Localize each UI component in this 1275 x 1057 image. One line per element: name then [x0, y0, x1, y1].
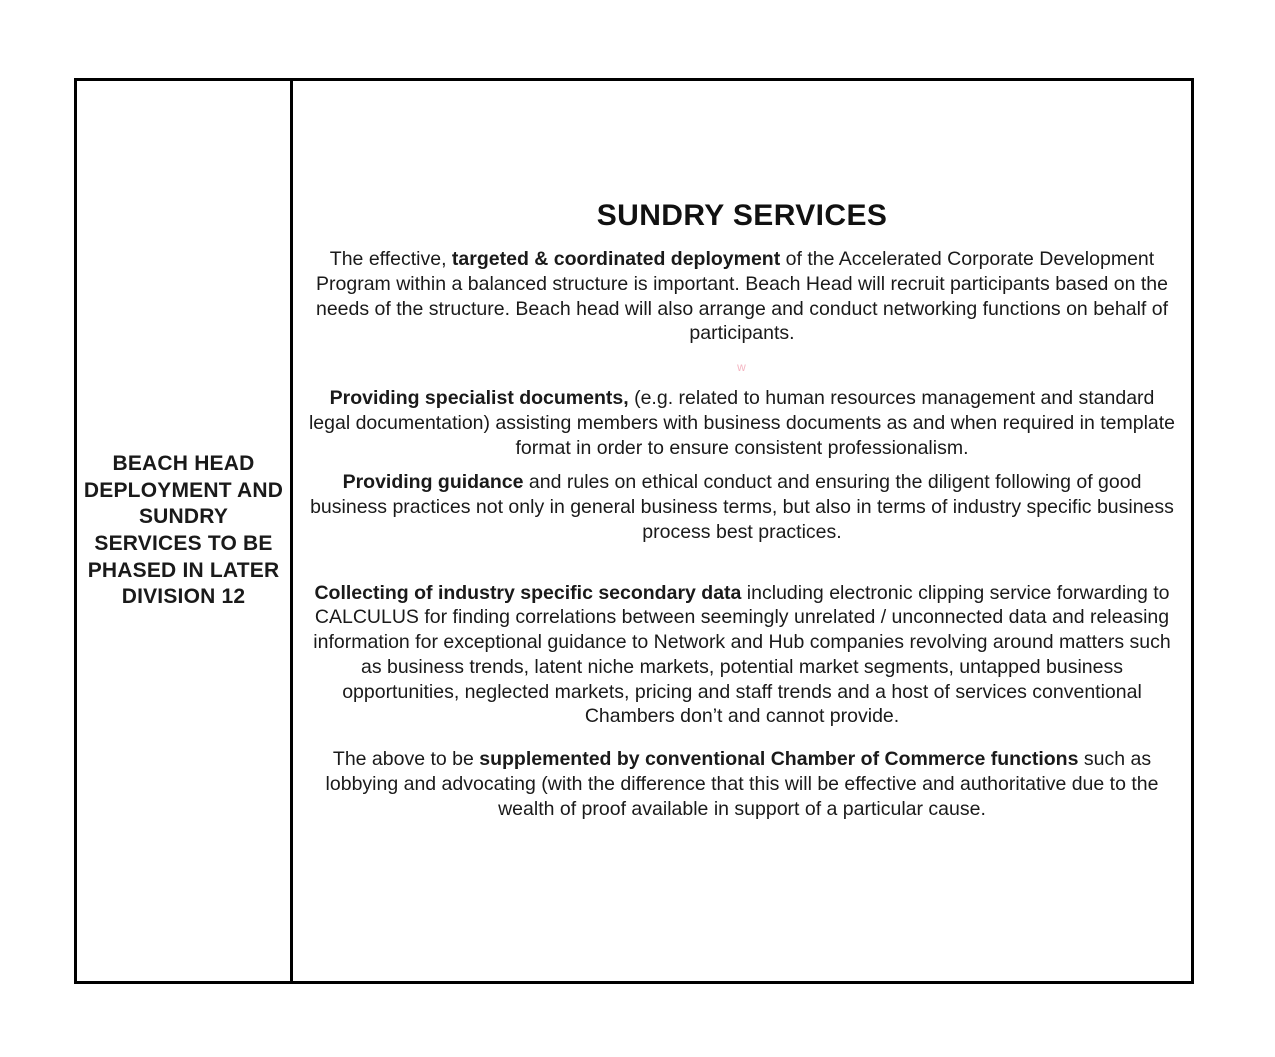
- page-title: SUNDRY SERVICES: [596, 199, 888, 232]
- paragraph-intro: [307, 247, 1177, 346]
- content-cell: [293, 81, 1191, 981]
- body-text: of the Accelerated Corporate Development Program within a balanced structure is important. Beach Head will recruit participants based on the needs of the structure. Beach head will also arrange and conduct networking functions on behalf of participants.: [315, 248, 1169, 345]
- emphasis-text: Providing specialist documents,: [329, 387, 629, 409]
- body-text: The above to be: [332, 748, 480, 770]
- left-title-text: BEACH HEAD DEPLOYMENT AND SUNDRY SERVICES TO BE PHASED IN LATER DIVISION 12: [83, 452, 284, 609]
- paragraph-specialist-documents: [307, 386, 1177, 460]
- body-text: and rules on ethical conduct and ensuring the diligent following of good business practices not only in general business terms, but also in terms of industry specific business process best practices.: [310, 471, 1174, 543]
- emphasis-text: Collecting of industry specific secondary data: [314, 581, 742, 604]
- paragraph-guidance: [307, 470, 1177, 544]
- slide-table: [74, 78, 1194, 984]
- left-title-cell: [77, 81, 293, 981]
- spacer: [307, 555, 1177, 581]
- emphasis-text: Providing guidance: [342, 471, 524, 494]
- emphasis-text: supplemented by conventional Chamber of Commerce functions: [479, 748, 1079, 770]
- body-text: including electronic clipping service forwarding to CALCULUS for finding correlations between seemingly unrelated / unconnected data and releasing information for exceptional guidance to Network and Hub companies revolving around matters such as business trends, latent niche markets, potential market segments, untapped business opportunities, neglected markets, pricing and staff trends and a host of services conventional Chambers don’t and cannot provide.: [313, 581, 1171, 728]
- emphasis-text: targeted & coordinated deployment: [451, 248, 781, 270]
- paragraph-chamber-functions: [307, 747, 1177, 821]
- spacer: [307, 739, 1177, 747]
- paragraph-secondary-data: [307, 581, 1177, 730]
- body-text: such as lobbying and advocating (with the difference that this will be effective and authoritative due to the wealth of proof available in support of a particular cause.: [325, 748, 1159, 820]
- body-text: (e.g. related to human resources management and standard legal documentation) assisting members with business documents as and when required in template format in order to ensure consistent professionalism.: [308, 387, 1176, 459]
- body-text: The effective,: [329, 248, 452, 270]
- watermark-text: w: [737, 360, 747, 374]
